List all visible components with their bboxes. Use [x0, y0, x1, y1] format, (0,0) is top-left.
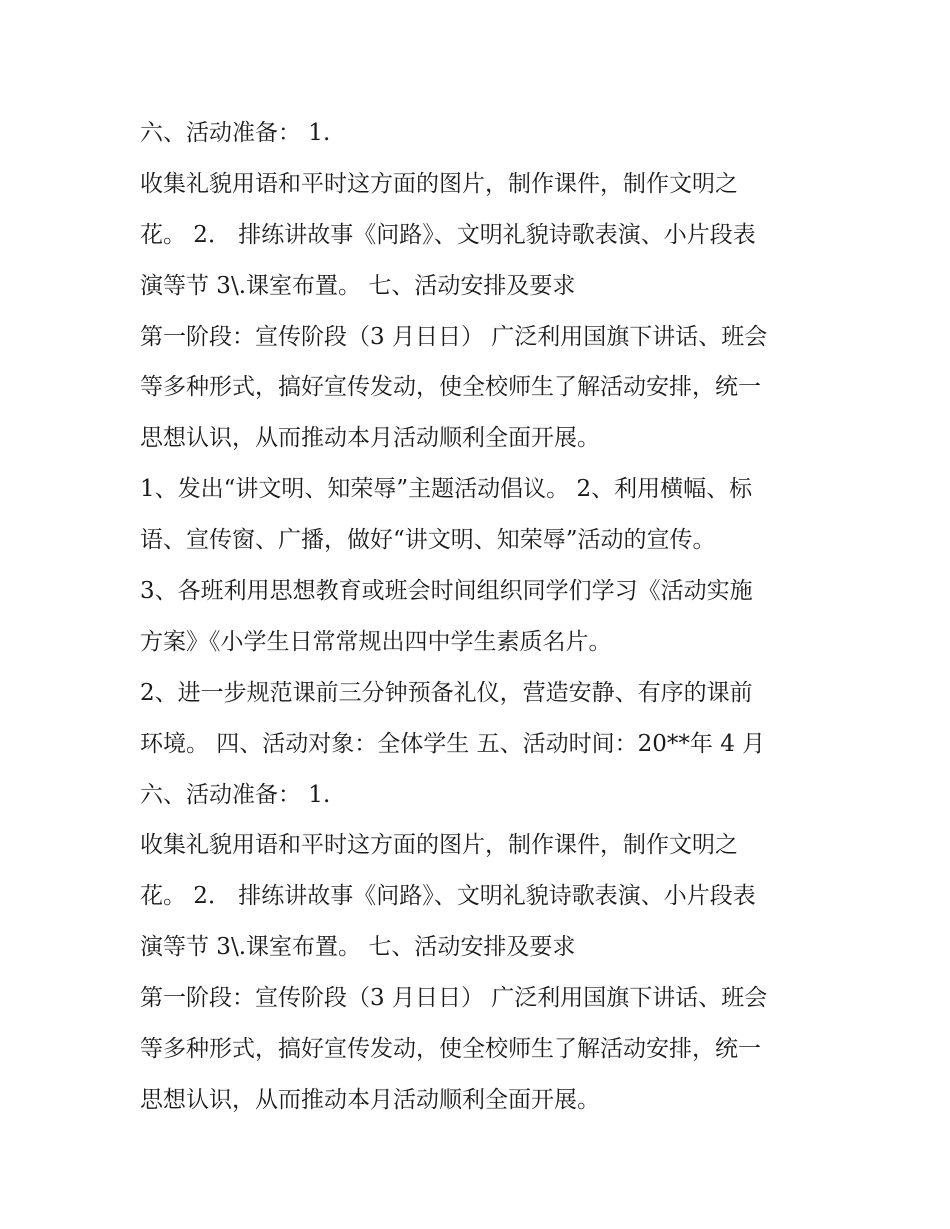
text-line: 第一阶段：宣传阶段（3 月日日） 广泛利用国旗下讲话、班会	[140, 985, 768, 1012]
text-line: 收集礼貌用语和平时这方面的图片，制作课件，制作文明之	[140, 832, 738, 859]
text-line: 等多种形式，搞好宣传发动，使全校师生了解活动安排，统一	[140, 1036, 761, 1063]
document-body	[140, 108, 830, 1126]
text-line: 2、进一步规范课前三分钟预备礼仪，营造安静、有序的课前	[140, 679, 753, 706]
text-line: 语、宣传窗、广播，做好“讲文明、知荣辱”活动的宣传。	[140, 527, 716, 554]
text-line: 环境。 四、活动对象：全体学生 五、活动时间：20**年 4 月	[140, 730, 766, 757]
text-line: 3、各班利用思想教育或班会时间组织同学们学习《活动实施	[140, 578, 753, 605]
text-line: 思想认识，从而推动本月活动顺利全面开展。	[140, 425, 600, 452]
text-line: 收集礼貌用语和平时这方面的图片，制作课件，制作文明之	[140, 170, 738, 197]
text-line: 花。 2． 排练讲故事《问路》、文明礼貌诗歌表演、小片段表	[140, 883, 756, 910]
text-line: 第一阶段：宣传阶段（3 月日日） 广泛利用国旗下讲话、班会	[140, 323, 768, 350]
text-line: 六、活动准备： 1.	[140, 781, 331, 808]
text-line: 六、活动准备： 1.	[140, 120, 331, 146]
text-line: 1、发出“讲文明、知荣辱”主题活动倡议。 2、利用横幅、标	[140, 476, 753, 503]
text-line: 花。 2． 排练讲故事《问路》、文明礼貌诗歌表演、小片段表	[140, 221, 756, 248]
text-line: 演等节 3\.课室布置。 七、活动安排及要求	[140, 272, 576, 299]
text-line: 方案》《小学生日常常规出四中学生素质名片。	[140, 628, 612, 655]
text-line: 等多种形式，搞好宣传发动，使全校师生了解活动安排，统一	[140, 374, 761, 401]
text-line: 演等节 3\.课室布置。 七、活动安排及要求	[140, 934, 576, 961]
text-line: 思想认识，从而推动本月活动顺利全面开展。	[140, 1086, 600, 1113]
